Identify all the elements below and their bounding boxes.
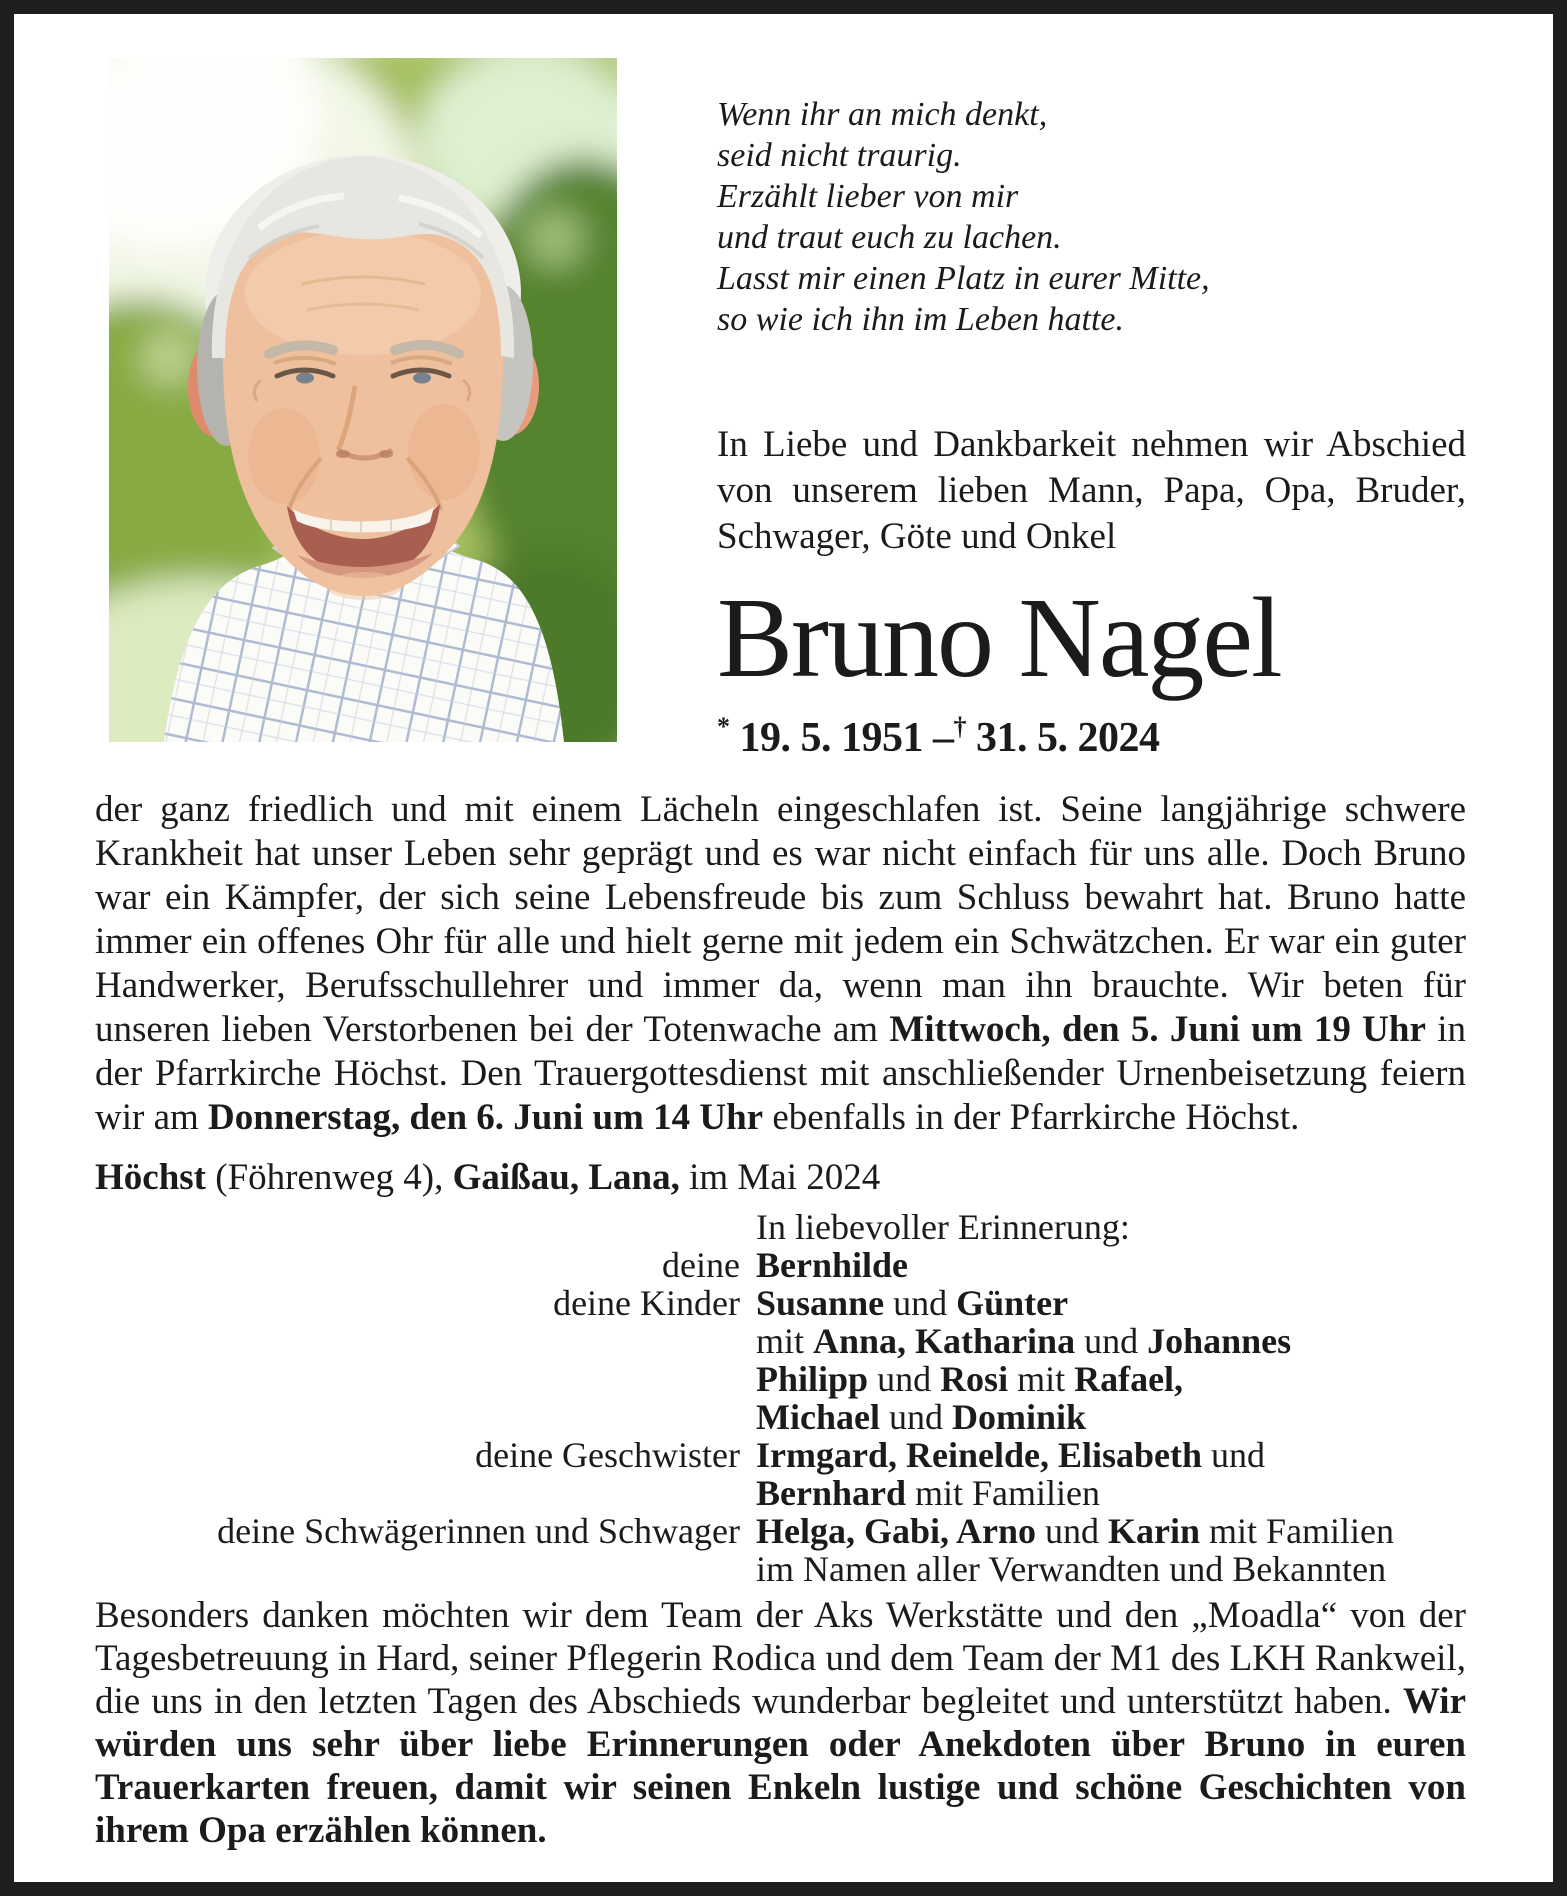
portrait-photo — [109, 58, 617, 742]
mourner-row — [95, 1512, 1466, 1550]
mourner-label — [95, 1322, 740, 1360]
death-date: 31. 5. 2024 — [976, 715, 1160, 762]
mourner-row — [95, 1474, 1466, 1512]
intro-paragraph: In Liebe und Dankbarkeit nehmen wir Abschied von unserem lieben Mann, Papa, Opa, Bruder, Schwager, Göte und Onkel — [717, 424, 1466, 557]
mourner-names: Philipp und Rosi mit Rafael, — [756, 1359, 1184, 1400]
mourner-names: Bernhilde — [756, 1245, 909, 1286]
obituary-paragraph: der ganz friedlich und mit einem Lächeln eingeschlafen ist. Seine langjährige schwere Krankheit hat unser Leben sehr geprägt und es war nicht einfach für uns alle. Doch Bruno war ein Kämpfer, der sich seine Lebensfreude bis zum Schluss bewahrt hat. Bruno hatte immer ein offenes Ohr für alle und hielt gerne mit jedem ein Schwätzchen. Er war ein guter Handwerker, Berufsschullehrer und immer da, wenn man ihn brauchte. Wir beten für unseren lieben Verstorbenen bei der Totenwache am Mittwoch, den 5. Juni um 19 Uhr in der Pfarrkirche Höchst. Den Trauergottesdienst mit anschließender Urnenbeisetzung feiern wir am Donnerstag, den 6. Juni um 14 Uhr ebenfalls in der Pfarrkirche Höchst. — [95, 789, 1466, 1139]
mourner-label: deine Schwägerinnen und Schwager — [217, 1511, 740, 1552]
mourner-names: Bernhard mit Familien — [756, 1473, 1101, 1514]
mourner-label — [95, 1550, 740, 1588]
poem-line: Erzählt lieber von mir — [717, 178, 1019, 215]
mourner-label: deine Kinder — [553, 1283, 740, 1324]
death-cross-icon: † — [953, 712, 966, 742]
mourner-names: im Namen aller Verwandten und Bekannten — [756, 1549, 1387, 1590]
date-separator: – — [933, 715, 954, 762]
poem-line: und traut euch zu lachen. — [717, 219, 1062, 256]
mourner-names: Irmgard, Reinelde, Elisabeth und — [756, 1435, 1265, 1476]
mourner-names: mit Anna, Katharina und Johannes — [756, 1321, 1292, 1362]
mourner-names: Susanne und Günter — [756, 1283, 1069, 1324]
poem-line: seid nicht traurig. — [717, 137, 962, 174]
mourner-row — [95, 1208, 1466, 1246]
mourner-row — [95, 1322, 1466, 1360]
mourner-row — [95, 1398, 1466, 1436]
top-section — [95, 58, 1466, 762]
mourner-label — [95, 1398, 740, 1436]
birth-star-icon: * — [717, 712, 730, 742]
mourner-names: In liebevoller Erinnerung: — [756, 1207, 1130, 1248]
mourner-label — [95, 1474, 740, 1512]
poem-line: Wenn ihr an mich denkt, — [717, 96, 1048, 133]
mourner-row — [95, 1284, 1466, 1322]
poem-line: so wie ich ihn im Leben hatte. — [717, 301, 1125, 338]
right-column — [717, 58, 1466, 762]
mourner-label: deine Geschwister — [475, 1435, 740, 1476]
life-dates — [717, 712, 1466, 762]
mourner-row — [95, 1246, 1466, 1284]
birth-date: 19. 5. 1951 — [739, 715, 923, 762]
place-dateline: Höchst (Föhrenweg 4), Gaißau, Lana, im Mai 2024 — [95, 1157, 881, 1199]
memorial-poem — [717, 94, 1466, 340]
mourner-row — [95, 1550, 1466, 1588]
mourner-label: deine — [662, 1245, 740, 1286]
mourner-label — [95, 1208, 740, 1246]
thanks-paragraph: Besonders danken möchten wir dem Team der Aks Werkstätte und den „Moadla“ von der Tagesbetreuung in Hard, seiner Pflegerin Rodica und dem Team der M1 des LKH Rankweil, die uns in den letzten Tagen des Abschieds wunderbar begleitet und unterstützt haben. Wir würden uns sehr über liebe Erinnerungen oder Anekdoten über Bruno in euren Trauerkarten freuen, damit wir seinen Enkeln lustige und schöne Geschichten von ihrem Opa erzählen können. — [95, 1595, 1466, 1852]
poem-line: Lasst mir einen Platz in eurer Mitte, — [717, 260, 1210, 297]
mourner-label — [95, 1360, 740, 1398]
mourner-names: Helga, Gabi, Arno und Karin mit Familien — [756, 1511, 1395, 1552]
mourner-names: Michael und Dominik — [756, 1397, 1087, 1438]
mourner-row — [95, 1360, 1466, 1398]
mourner-row — [95, 1436, 1466, 1474]
mourners-list — [95, 1208, 1466, 1588]
obituary-content — [14, 14, 1553, 1852]
deceased-name: Bruno Nagel — [717, 574, 1281, 701]
